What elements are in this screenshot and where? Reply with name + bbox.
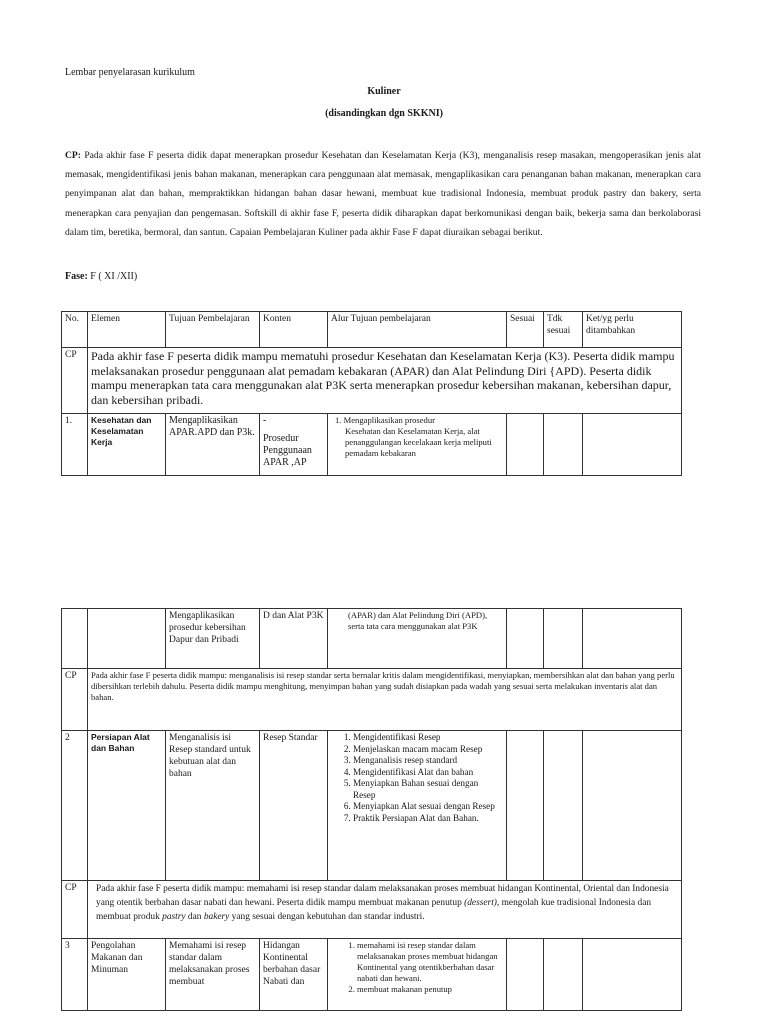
row-tujuan: Mengaplikasikan APAR.APD dan P3k. (166, 414, 260, 476)
list-item: 6. Menyiapkan Alat sesuai dengan Resep (353, 801, 503, 813)
alur-list (331, 940, 503, 995)
konten-text: Prosedur Penggunaan APAR ,AP (263, 433, 312, 468)
document-label: Lembar penyelarasan kurikulum (65, 67, 195, 78)
list-item: 3. Menganalisis resep standard (353, 755, 503, 767)
row-tujuan: Memahami isi resep standar dalam melaksanakan proses membuat (166, 939, 260, 1011)
list-item: 7. Praktik Persiapan Alat dan Bahan. (353, 813, 503, 825)
cp-text-dessert: (dessert), (464, 898, 500, 908)
row-konten: Hidangan Kontinental berbahan dasar Nabati dan (260, 939, 328, 1011)
row-elemen (88, 609, 166, 669)
row-tdk-sesuai (544, 609, 583, 669)
cp-intro-text: Pada akhir fase F peserta didik dapat menerapkan prosedur Kesehatan dan Keselamatan Kerja (K3), menganalisis resep masakan, mengoperasikan jenis alat memasak, mengidentifikasi jenis bahan makanan, menerapkan cara penggunaan alat memasak, mengaplikasikan cara penanganan bahan makanan, menerapkan cara penyimpanan alat dan bahan, mempraktikkan hidangan bahan dasar hewani, membuat kue tradisional Indonesia, membuat produk pastry dan bakery, serta menerapkan cara penyajian dan pengemasan. Softskill di akhir fase F, peserta didik diharapkan dapat berkomunikasi dengan baik, bekerja sama dan berkolaborasi dalam tim, beretika, bermoral, dan santun. Capaian Pembelajaran Kuliner pada akhir Fase F dapat diuraikan sebagai berikut. (65, 150, 701, 238)
row-tdk-sesuai (544, 939, 583, 1011)
cp-text (88, 881, 682, 939)
cp-intro-paragraph (65, 146, 701, 242)
row-sesuai (507, 939, 544, 1011)
row-no: 1. (62, 414, 88, 476)
table-row (62, 939, 682, 1011)
table-header-row (62, 312, 682, 348)
cp-text-tail: bahan. (91, 692, 114, 702)
document-title: Kuliner (367, 86, 401, 97)
list-item: 5. Menyiapkan Bahan sesuai dengan Resep (353, 778, 503, 801)
cp-row (62, 881, 682, 939)
cp-text-bakery: bakery (203, 912, 230, 922)
row-elemen: Kesehatan dan Keselamatan Kerja (88, 414, 166, 476)
row-konten: D dan Alat P3K (260, 609, 328, 669)
cp-label: CP (62, 348, 88, 414)
header-no: No. (62, 312, 88, 348)
list-item: 1. memahami isi resep standar dalam melaksanakan proses membuat hidangan Kontinental yang otentikberbahan dasar nabati dan hewani. (357, 940, 503, 984)
row-konten: Resep Standar (260, 731, 328, 881)
row-alur (328, 414, 507, 476)
row-tdk-sesuai (544, 731, 583, 881)
row-tdk-sesuai (544, 414, 583, 476)
cp-label: CP (62, 669, 88, 731)
header-sesuai: Sesuai (507, 312, 544, 348)
fase-label: Fase: (65, 271, 88, 282)
row-sesuai (507, 414, 544, 476)
fase-line (65, 271, 137, 282)
cp-intro-label: CP: (65, 150, 81, 161)
header-tujuan: Tujuan Pembelajaran (166, 312, 260, 348)
row-tujuan: Mengaplikasikan prosedur kebersihan Dapur dan Pribadi (166, 609, 260, 669)
header-tdk-sesuai: Tdk sesuai (544, 312, 583, 348)
alignment-table-page2 (61, 608, 682, 1011)
cp-row (62, 669, 682, 731)
header-elemen: Elemen (88, 312, 166, 348)
row-sesuai (507, 609, 544, 669)
fase-value: F ( XI /XII) (90, 271, 138, 282)
konten-dash: - (263, 415, 267, 426)
document-subtitle: (disandingkan dgn SKKNI) (325, 108, 443, 119)
row-alur (328, 939, 507, 1011)
header-alur: Alur Tujuan pembelajaran (328, 312, 507, 348)
cp-text-dan: dan (187, 912, 202, 922)
row-elemen: Persiapan Alat dan Bahan (88, 731, 166, 881)
alur-list (331, 732, 503, 824)
alur-first: 1. Mengaplikasikan prosedur (335, 415, 435, 425)
table-row (62, 414, 682, 476)
row-alur (328, 731, 507, 881)
row-keterangan (583, 414, 682, 476)
cp-text (88, 669, 682, 731)
cp-text-pastry: pastry (162, 912, 186, 922)
row-sesuai (507, 731, 544, 881)
row-no: 2 (62, 731, 88, 881)
header-keterangan: Ket/yg perlu ditambahkan (583, 312, 682, 348)
alignment-table-page1 (61, 311, 682, 476)
row-keterangan (583, 731, 682, 881)
row-no: 3 (62, 939, 88, 1011)
list-item: 4. Mengidentifikasi Alat dan bahan (353, 767, 503, 779)
row-no (62, 609, 88, 669)
list-item: 2. membuat makanan penutup (357, 984, 503, 995)
table-row-continued (62, 609, 682, 669)
cp-text-main: Pada akhir fase F peserta didik mampu: menganalisis isi resep standar serta bernalar kritis dalam mengidentifikasi, menyiapkan, membersihkan alat dan bahan yang perlu dibersihkan terlebih dahulu. Peserta didik mampu menghitung, menyimpan bahan yang sudah disiapkan pada wadah yang sesuai serta melakukan inventaris alat dan (91, 670, 675, 691)
row-tujuan: Menganalisis isi Resep standard untuk kebutuan alat dan bahan (166, 731, 260, 881)
row-konten (260, 414, 328, 476)
alur-rest: Kesehatan dan Keselamatan Kerja, alat penanggulangan kecelakaan kerja meliputi pemadam kebakaran (345, 426, 492, 458)
row-elemen: Pengolahan Makanan dan Minuman (88, 939, 166, 1011)
row-keterangan (583, 609, 682, 669)
cp-text: Pada akhir fase F peserta didik mampu mematuhi prosedur Kesehatan dan Keselamatan Kerja (K3). Peserta didik mampu melaksanakan prosedur penggunaan alat pemadam kebakaran (APAR) dan Alat Pelindung Diri {APD). Peserta didik mampu menerapkan tata cara menggunakan alat P3K serta menerapkan prosedur kebersihan makanan, kebersihan dapur, dan kebersihan pribadi. (88, 348, 682, 414)
row-alur: (APAR) dan Alat Pelindung Diri (APD), serta tata cara menggunakan alat P3K (328, 609, 507, 669)
list-item: 1. Mengidentifikasi Resep (353, 732, 503, 744)
cp-text-part3: yang sesuai dengan kebutuhan dan standar industri. (231, 912, 425, 922)
cp-label: CP (62, 881, 88, 939)
cp-text-part2: mengolah kue tradisional Indonesia dan membuat produk (96, 898, 652, 922)
cp-text-part1: Pada akhir fase F peserta didik mampu: memahami isi resep standar dalam melaksanakan proses membuat hidangan Kontinental, Oriental dan Indonesia yang otentik berbahan dasar nabati dan hewani. Peserta didik mampu membuat makanan penutup (96, 884, 669, 908)
table-row (62, 731, 682, 881)
cp-row (62, 348, 682, 414)
row-keterangan (583, 939, 682, 1011)
list-item: 2. Menjelaskan macam macam Resep (353, 744, 503, 756)
header-konten: Konten (260, 312, 328, 348)
